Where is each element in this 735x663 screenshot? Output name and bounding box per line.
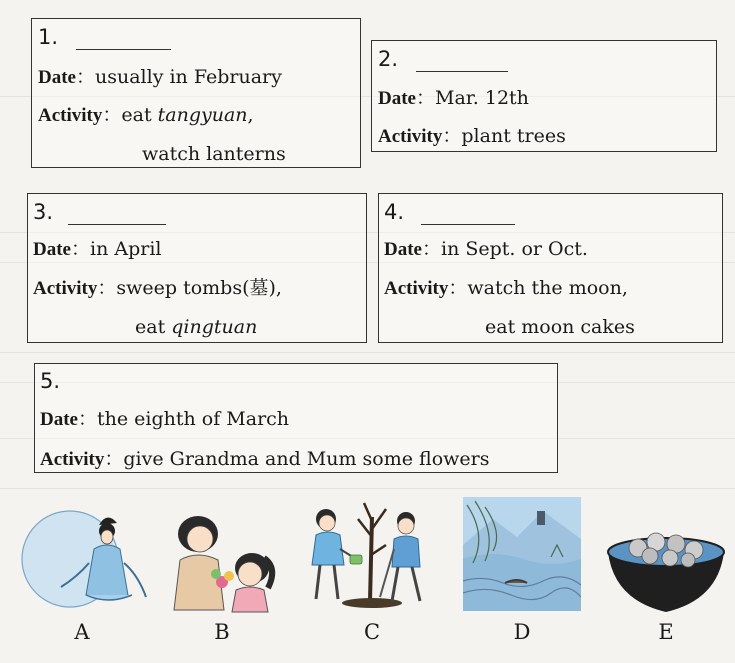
date-value: Mar. 12th [435, 87, 529, 109]
date-value: in Sept. or Oct. [441, 238, 588, 260]
date-line: Date：the eighth of March [40, 408, 290, 430]
festival-card-3 [27, 193, 367, 343]
spring-landscape-icon[interactable] [463, 497, 581, 611]
activity-line: Activity：watch the moon, [384, 277, 628, 299]
date-line: Date：usually in February [38, 66, 282, 88]
card-number: 5. [40, 369, 61, 393]
picture-letter: B [214, 620, 230, 644]
date-line: Date：in Sept. or Oct. [384, 238, 588, 260]
activity-line: Activity：eat tangyuan, [38, 104, 254, 126]
card-number: 1. [38, 25, 59, 49]
activity-label: Activity [40, 449, 105, 470]
festival-card-2 [371, 40, 717, 152]
date-label: Date [38, 67, 76, 88]
answer-blank[interactable] [68, 224, 166, 225]
mother-daughter-flowers-icon[interactable] [162, 510, 284, 614]
activity-line: Activity：sweep tombs(墓), [33, 277, 282, 299]
activity-continuation: eat moon cakes [485, 316, 635, 338]
picture-letter: D [513, 620, 531, 644]
children-planting-tree-icon[interactable] [302, 497, 442, 609]
answer-blank[interactable] [421, 224, 515, 225]
card-number: 2. [378, 47, 399, 71]
date-label: Date [40, 409, 78, 430]
activity-label: Activity [33, 278, 98, 299]
date-label: Date [384, 239, 422, 260]
picture-letter: E [658, 620, 674, 644]
date-value: in April [90, 238, 162, 260]
activity-label: Activity [384, 278, 449, 299]
date-value: the eighth of March [97, 408, 290, 430]
moon-goddess-icon[interactable] [18, 505, 150, 611]
activity-continuation: eat qingtuan [135, 316, 258, 338]
activity-continuation: watch lanterns [142, 143, 286, 165]
date-line: Date：Mar. 12th [378, 87, 529, 109]
date-label: Date [33, 239, 71, 260]
festival-card-4 [378, 193, 723, 343]
picture-letter: C [363, 620, 381, 644]
date-label: Date [378, 88, 416, 109]
activity-label: Activity [38, 105, 103, 126]
card-number: 4. [384, 200, 405, 224]
date-value: usually in February [95, 66, 282, 88]
activity-label: Activity [378, 126, 443, 147]
picture-letter: A [74, 620, 90, 644]
activity-line: Activity：give Grandma and Mum some flowers [40, 448, 490, 470]
date-line: Date：in April [33, 238, 162, 260]
answer-blank[interactable] [76, 49, 171, 50]
festival-card-1 [31, 18, 361, 168]
festival-card-5 [34, 363, 558, 473]
activity-line: Activity：plant trees [378, 125, 566, 147]
answer-blank[interactable] [416, 71, 508, 72]
tangyuan-bowl-icon[interactable] [604, 524, 728, 614]
card-number: 3. [33, 200, 54, 224]
